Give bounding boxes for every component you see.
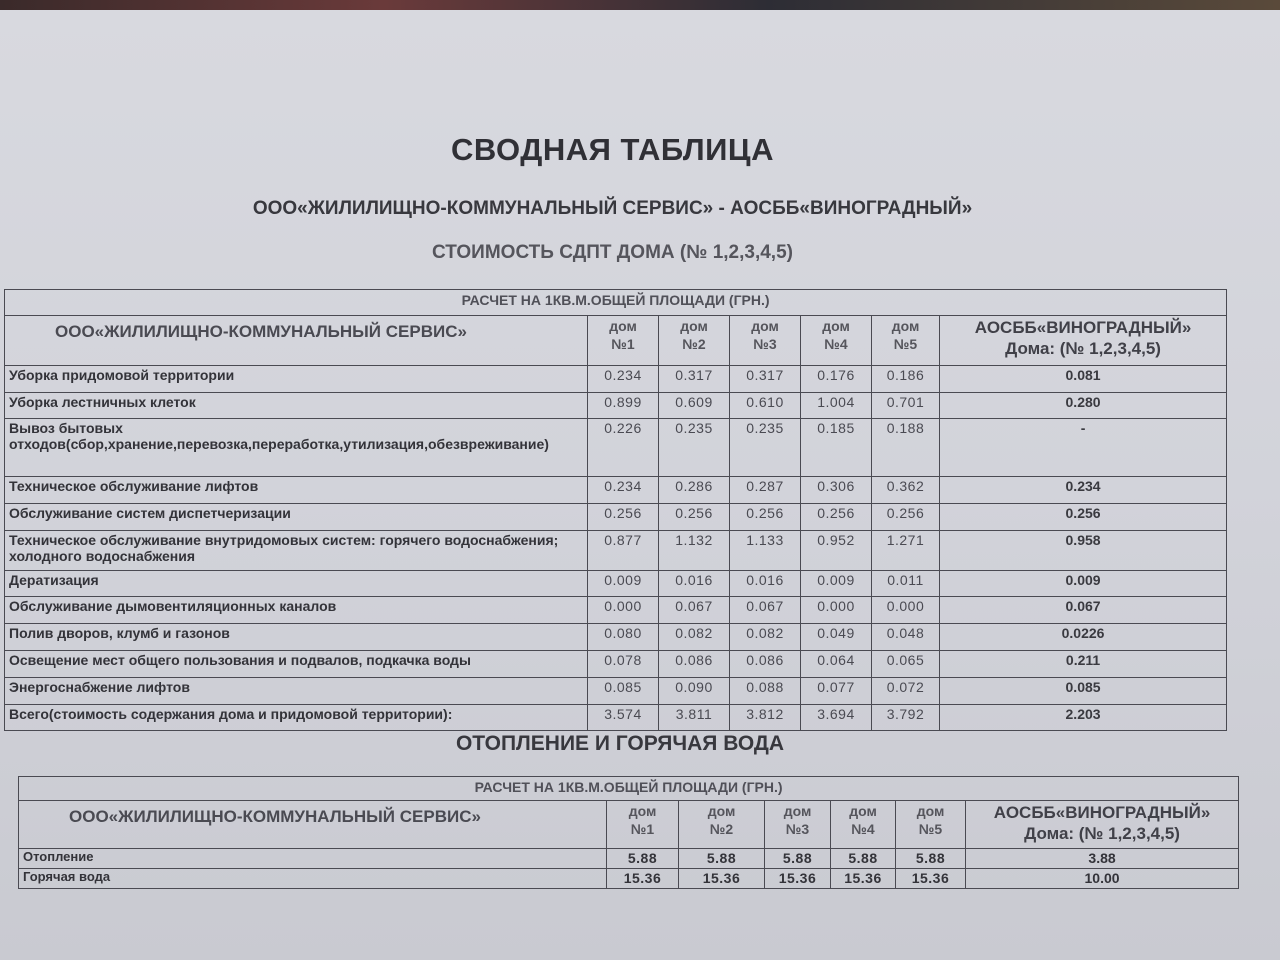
house-value: 15.36 xyxy=(679,869,765,889)
aosbb-value: 0.067 xyxy=(940,597,1227,624)
house-header: дом №3 xyxy=(730,316,801,366)
table-row xyxy=(5,597,1227,624)
service-name: Полив дворов, клумб и газонов xyxy=(5,624,588,651)
house-value: 0.000 xyxy=(872,597,940,624)
aosbb-value: 0.234 xyxy=(940,477,1227,504)
house-value: 1.133 xyxy=(730,531,801,571)
aosbb-value: 0.256 xyxy=(940,504,1227,531)
house-value: 0.877 xyxy=(588,531,659,571)
house-value: 0.287 xyxy=(730,477,801,504)
house-value: 3.792 xyxy=(872,705,940,731)
aosbb-value: 10.00 xyxy=(966,869,1239,889)
table-caption: РАСЧЕТ НА 1КВ.М.ОБЩЕЙ ПЛОЩАДИ (ГРН.) xyxy=(5,290,1227,316)
house-value: 15.36 xyxy=(765,869,831,889)
house-value: 5.88 xyxy=(765,849,831,869)
house-value: 1.271 xyxy=(872,531,940,571)
house-value: 0.235 xyxy=(659,419,730,477)
house-value: 0.256 xyxy=(588,504,659,531)
house-value: 0.016 xyxy=(659,571,730,597)
house-value: 0.306 xyxy=(801,477,872,504)
org-header: ООО«ЖИЛИЛИЩНО-КОММУНАЛЬНЫЙ СЕРВИС» xyxy=(19,801,607,849)
section-heating-title: ОТОПЛЕНИЕ И ГОРЯЧАЯ ВОДА xyxy=(455,732,785,755)
table-row xyxy=(5,624,1227,651)
house-value: 0.086 xyxy=(659,651,730,678)
cost-table xyxy=(4,289,1227,731)
table-row xyxy=(5,651,1227,678)
house-header: дом №5 xyxy=(872,316,940,366)
house-value: 0.362 xyxy=(872,477,940,504)
house-header: дом №1 xyxy=(607,801,679,849)
house-value: 0.234 xyxy=(588,477,659,504)
aosbb-header: АОСББ«ВИНОГРАДНЫЙ» Дома: (№ 1,2,3,4,5) xyxy=(966,801,1239,849)
house-value: 0.000 xyxy=(588,597,659,624)
house-value: 0.188 xyxy=(872,419,940,477)
table-row xyxy=(5,705,1227,731)
house-value: 0.317 xyxy=(659,366,730,393)
table-row xyxy=(5,419,1227,477)
house-header: дом №4 xyxy=(831,801,896,849)
house-value: 0.064 xyxy=(801,651,872,678)
service-name: Уборка лестничных клеток xyxy=(5,393,588,419)
house-value: 0.256 xyxy=(659,504,730,531)
house-value: 0.899 xyxy=(588,393,659,419)
service-name: Вывоз бытовых отходов(сбор,хранение,перевозка,переработка,утилизация,обезвреживание) xyxy=(5,419,588,477)
service-name: Обслуживание систем диспетчеризации xyxy=(5,504,588,531)
house-value: 5.88 xyxy=(896,849,966,869)
house-value: 0.286 xyxy=(659,477,730,504)
house-value: 15.36 xyxy=(896,869,966,889)
house-value: 0.256 xyxy=(872,504,940,531)
house-value: 15.36 xyxy=(831,869,896,889)
house-header: дом №3 xyxy=(765,801,831,849)
house-value: 1.132 xyxy=(659,531,730,571)
table-caption: РАСЧЕТ НА 1КВ.М.ОБЩЕЙ ПЛОЩАДИ (ГРН.) xyxy=(19,777,1239,801)
house-value: 0.067 xyxy=(659,597,730,624)
house-value: 15.36 xyxy=(607,869,679,889)
house-value: 0.048 xyxy=(872,624,940,651)
table-row xyxy=(5,678,1227,705)
house-value: 0.226 xyxy=(588,419,659,477)
house-header: дом №2 xyxy=(679,801,765,849)
house-value: 0.077 xyxy=(801,678,872,705)
service-name: Горячая вода xyxy=(19,869,607,889)
page-subtitle: ООО«ЖИЛИЛИЩНО-КОММУНАЛЬНЫЙ СЕРВИС» - АОСББ«ВИНОГРАДНЫЙ» xyxy=(252,198,973,219)
house-value: 0.065 xyxy=(872,651,940,678)
table-row xyxy=(5,504,1227,531)
house-value: 0.235 xyxy=(730,419,801,477)
house-value: 0.009 xyxy=(801,571,872,597)
house-value: 0.088 xyxy=(730,678,801,705)
house-value: 0.016 xyxy=(730,571,801,597)
cost-subtitle: СТОИМОСТЬ СДПТ ДОМА (№ 1,2,3,4,5) xyxy=(432,242,793,263)
table-row xyxy=(19,849,1239,869)
aosbb-value: 0.0226 xyxy=(940,624,1227,651)
house-value: 5.88 xyxy=(679,849,765,869)
aosbb-value: 0.958 xyxy=(940,531,1227,571)
service-name: Отопление xyxy=(19,849,607,869)
aosbb-header: АОСББ«ВИНОГРАДНЫЙ» Дома: (№ 1,2,3,4,5) xyxy=(940,316,1227,366)
house-value: 3.574 xyxy=(588,705,659,731)
house-header: дом №5 xyxy=(896,801,966,849)
aosbb-value: 0.009 xyxy=(940,571,1227,597)
house-value: 0.609 xyxy=(659,393,730,419)
house-value: 0.256 xyxy=(730,504,801,531)
house-value: 5.88 xyxy=(607,849,679,869)
house-value: 0.000 xyxy=(801,597,872,624)
aosbb-value: 2.203 xyxy=(940,705,1227,731)
house-value: 0.072 xyxy=(872,678,940,705)
table-row xyxy=(5,366,1227,393)
house-header: дом №2 xyxy=(659,316,730,366)
house-header: дом №1 xyxy=(588,316,659,366)
aosbb-value: 0.081 xyxy=(940,366,1227,393)
house-value: 0.086 xyxy=(730,651,801,678)
org-header: ООО«ЖИЛИЛИЩНО-КОММУНАЛЬНЫЙ СЕРВИС» xyxy=(5,316,588,366)
table-row xyxy=(5,571,1227,597)
house-value: 0.090 xyxy=(659,678,730,705)
table-row xyxy=(19,869,1239,889)
house-value: 0.080 xyxy=(588,624,659,651)
house-value: 0.317 xyxy=(730,366,801,393)
house-value: 1.004 xyxy=(801,393,872,419)
aosbb-value: 0.085 xyxy=(940,678,1227,705)
aosbb-value: 0.280 xyxy=(940,393,1227,419)
house-value: 0.082 xyxy=(659,624,730,651)
house-value: 0.176 xyxy=(801,366,872,393)
service-name: Дератизация xyxy=(5,571,588,597)
house-value: 0.067 xyxy=(730,597,801,624)
house-value: 3.812 xyxy=(730,705,801,731)
house-value: 0.610 xyxy=(730,393,801,419)
house-value: 0.256 xyxy=(801,504,872,531)
house-value: 3.694 xyxy=(801,705,872,731)
house-value: 0.234 xyxy=(588,366,659,393)
house-value: 0.701 xyxy=(872,393,940,419)
table-row xyxy=(5,477,1227,504)
service-name: Уборка придомовой территории xyxy=(5,366,588,393)
house-value: 0.185 xyxy=(801,419,872,477)
heating-table xyxy=(18,776,1239,889)
house-value: 0.085 xyxy=(588,678,659,705)
table-row xyxy=(5,393,1227,419)
house-value: 0.952 xyxy=(801,531,872,571)
house-value: 0.082 xyxy=(730,624,801,651)
house-header: дом №4 xyxy=(801,316,872,366)
service-name: Освещение мест общего пользования и подвалов, подкачка воды xyxy=(5,651,588,678)
aosbb-value: 0.211 xyxy=(940,651,1227,678)
house-value: 0.078 xyxy=(588,651,659,678)
house-value: 3.811 xyxy=(659,705,730,731)
house-value: 0.011 xyxy=(872,571,940,597)
service-name: Всего(стоимость содержания дома и придомовой территории): xyxy=(5,705,588,731)
service-name: Техническое обслуживание внутридомовых систем: горячего водоснабжения; холодного водоснабжения xyxy=(5,531,588,571)
house-value: 0.049 xyxy=(801,624,872,651)
service-name: Техническое обслуживание лифтов xyxy=(5,477,588,504)
aosbb-value: 3.88 xyxy=(966,849,1239,869)
house-value: 5.88 xyxy=(831,849,896,869)
house-value: 0.009 xyxy=(588,571,659,597)
service-name: Обслуживание дымовентиляционных каналов xyxy=(5,597,588,624)
aosbb-value: - xyxy=(940,419,1227,477)
house-value: 0.186 xyxy=(872,366,940,393)
page-title: СВОДНАЯ ТАБЛИЦА xyxy=(451,132,774,167)
table-row xyxy=(5,531,1227,571)
service-name: Энергоснабжение лифтов xyxy=(5,678,588,705)
